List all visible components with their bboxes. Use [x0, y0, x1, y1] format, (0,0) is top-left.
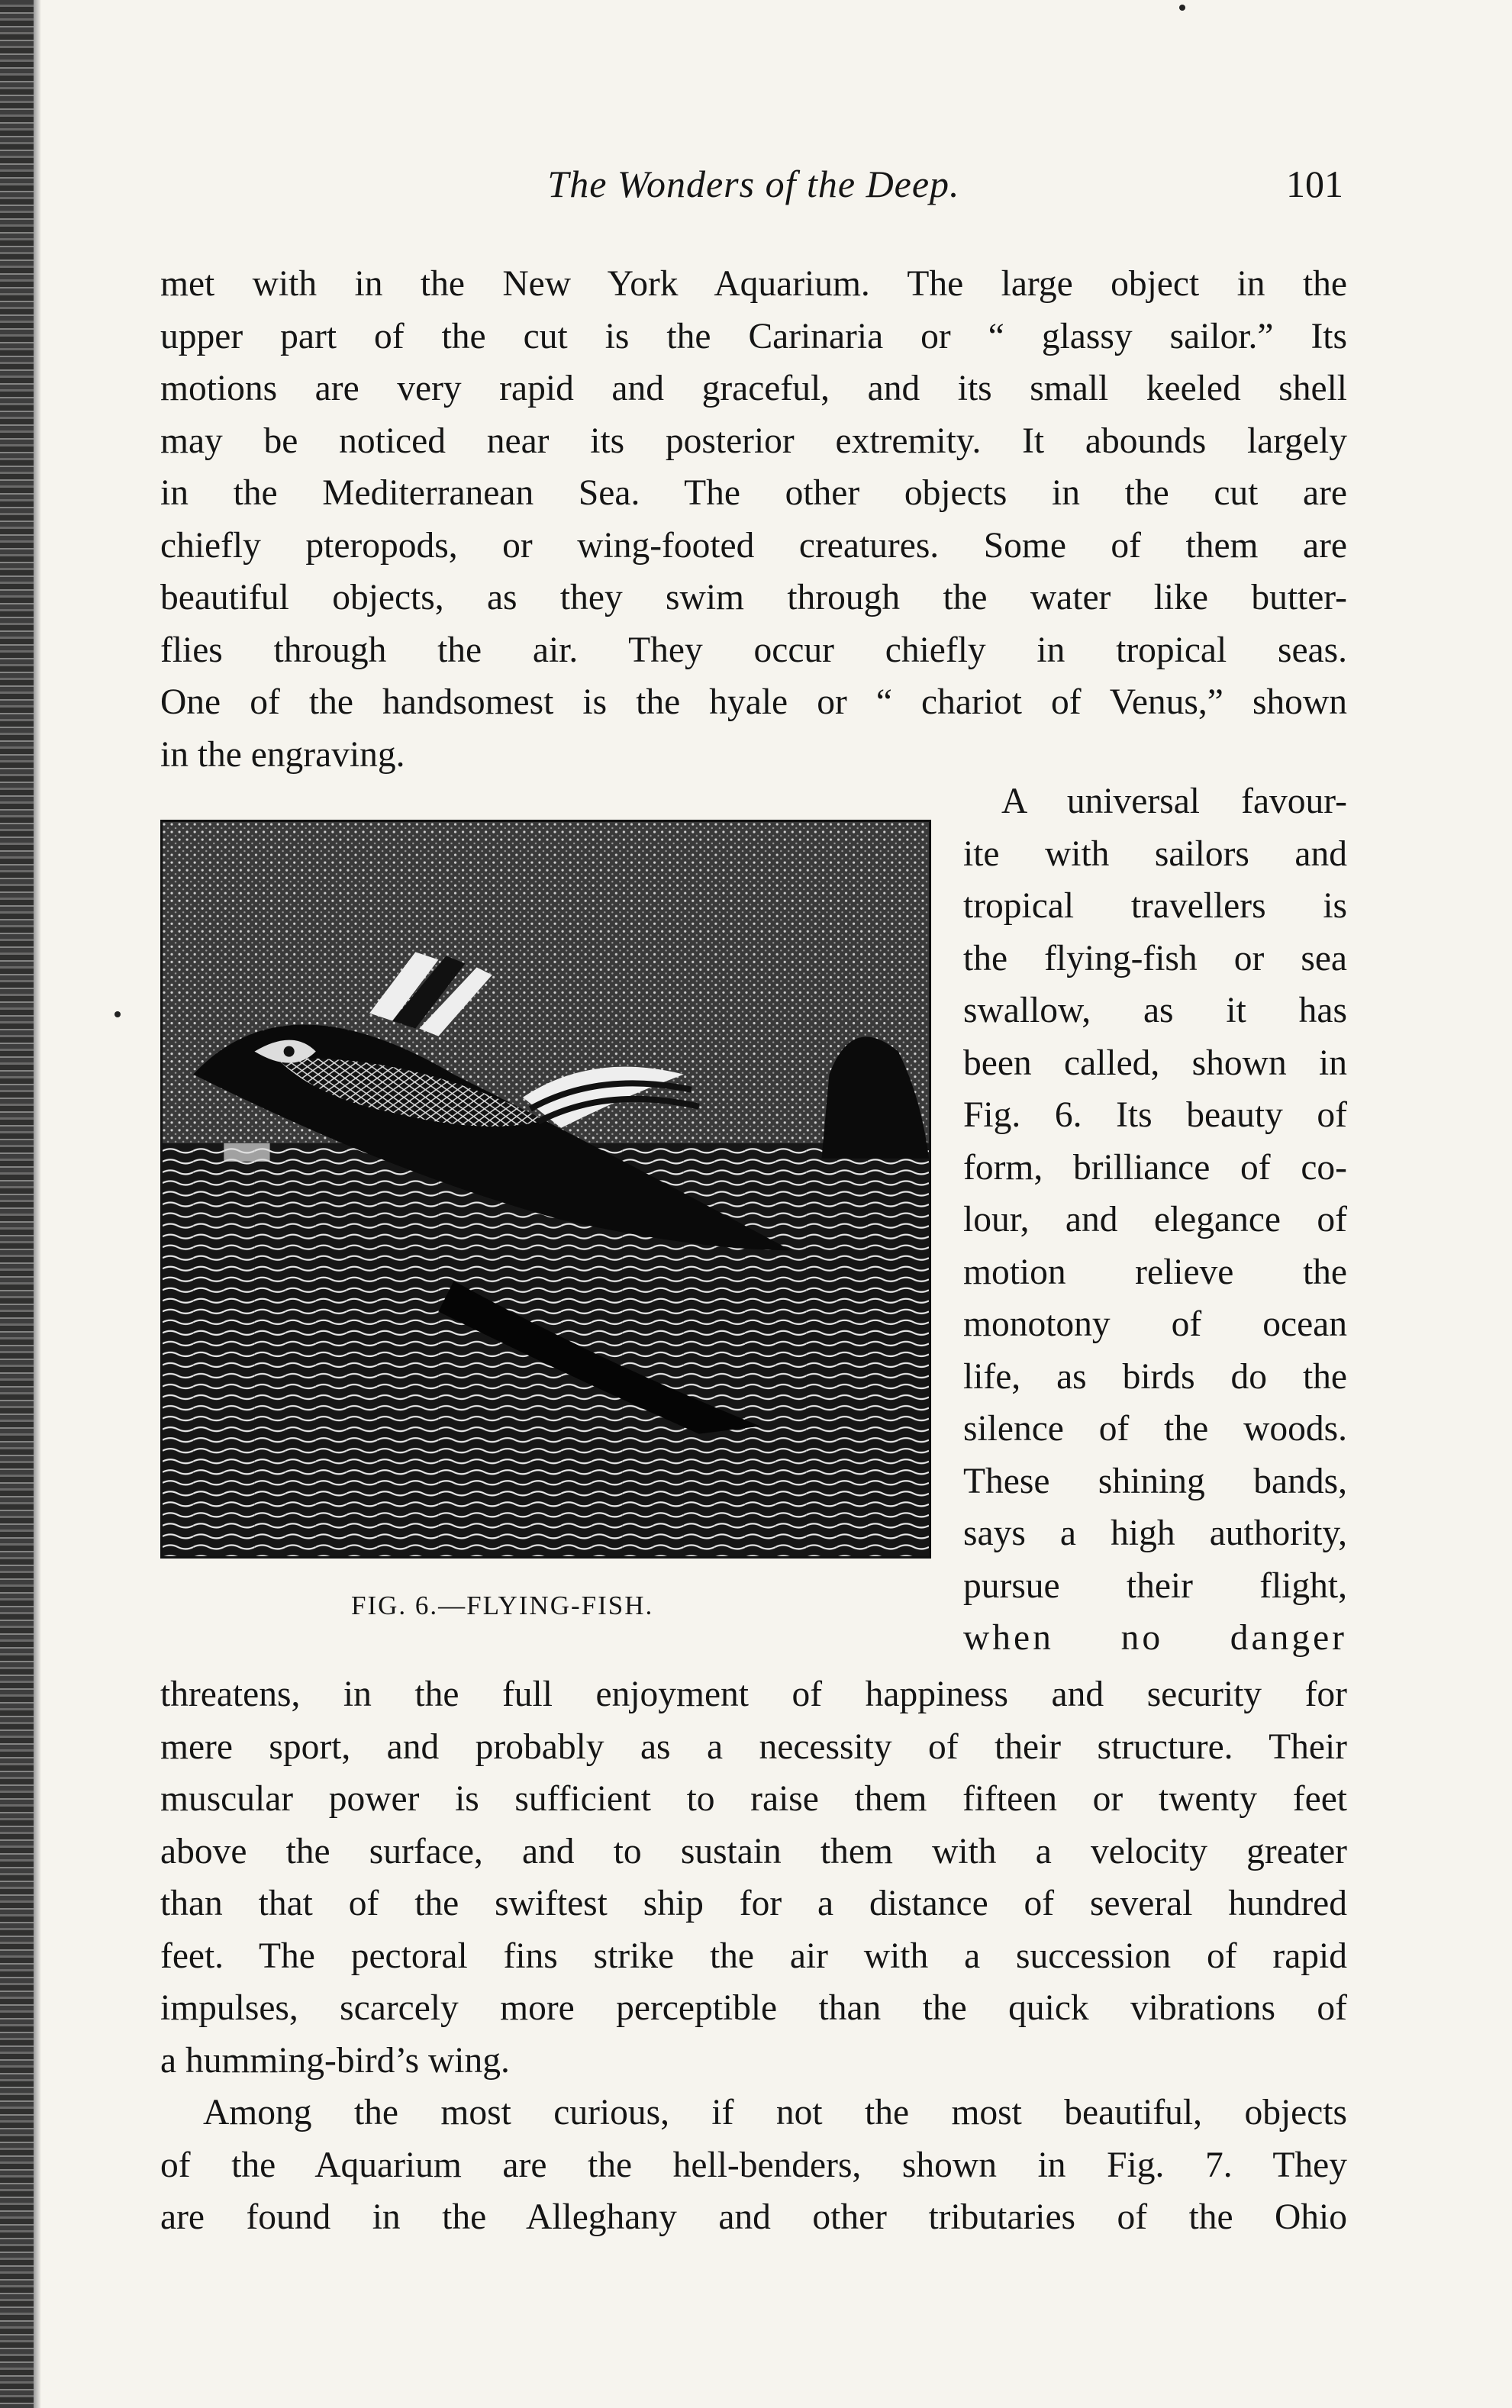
text-line: Fig. 6. Its beauty of	[963, 1095, 1347, 1135]
text-line: flies through the air. They occur chiefly in tropical seas.	[160, 630, 1347, 670]
text-line: monotony of ocean	[963, 1304, 1347, 1344]
text-line: the flying-fish or sea	[963, 938, 1347, 978]
text-line: when no danger	[963, 1618, 1347, 1658]
text-line: form, brilliance of co-	[963, 1147, 1347, 1188]
text-line: motions are very rapid and graceful, and its small keeled shell	[160, 369, 1347, 408]
text-line: upper part of the cut is the Carinaria or “ glassy sailor.” Its	[160, 316, 1347, 356]
text-line: These shining bands,	[963, 1461, 1347, 1501]
text-line: One of the handsomest is the hyale or “ chariot of Venus,” shown	[160, 682, 1347, 722]
text-line: silence of the woods.	[963, 1409, 1347, 1449]
text-line: been called, shown in	[963, 1043, 1347, 1083]
text-line: mere sport, and probably as a necessity of their structure. Their	[160, 1726, 1347, 1767]
text-line: ite with sailors and	[963, 833, 1347, 874]
flying-fish-engraving	[160, 820, 931, 1559]
gutter-shadow	[34, 0, 41, 2408]
running-head	[164, 162, 1343, 223]
text-line: of the Aquarium are the hell-benders, shown in Fig. 7. They	[160, 2145, 1347, 2185]
flying-fish-illustration	[163, 822, 929, 1556]
text-line: are found in the Alleghany and other tributaries of the Ohio	[160, 2197, 1347, 2237]
text-line: may be noticed near its posterior extremity. It abounds largely	[160, 421, 1347, 461]
text-line: A universal favour-	[1001, 782, 1347, 821]
text-line: above the surface, and to sustain them with a velocity greater	[160, 1831, 1347, 1871]
text-line: in the engraving.	[160, 734, 405, 775]
page-number: 101	[1286, 163, 1343, 205]
text-line: in the Mediterranean Sea. The other objects in the cut are	[160, 473, 1347, 513]
ink-speck	[114, 1011, 121, 1017]
text-line: life, as birds do the	[963, 1356, 1347, 1397]
text-line: lour, and elegance of	[963, 1200, 1347, 1239]
text-line: beautiful objects, as they swim through the water like butter-	[160, 578, 1347, 617]
figure-caption: FIG. 6.—FLYING-FISH.	[351, 1591, 654, 1620]
text-line: swallow, as it has	[963, 991, 1347, 1030]
running-title: The Wonders of the Deep.	[547, 163, 960, 205]
text-line: Among the most curious, if not the most beautiful, objects	[203, 2093, 1347, 2132]
text-line: pursue their flight,	[963, 1565, 1347, 1606]
text-line: met with in the New York Aquarium. The large object in the	[160, 264, 1347, 304]
paragraph-1	[160, 258, 1347, 781]
text-line: a humming-bird’s wing.	[160, 2040, 510, 2081]
text-line: feet. The pectoral fins strike the air with a succession of rapid	[160, 1936, 1347, 1976]
text-line: chiefly pteropods, or wing-footed creatures. Some of them are	[160, 525, 1347, 566]
text-line: threatens, in the full enjoyment of happiness and security for	[160, 1675, 1347, 1714]
text-line: motion relieve the	[963, 1252, 1347, 1292]
side-column-text	[963, 775, 1347, 1665]
book-binding-edge	[0, 0, 34, 2408]
text-line: says a high authority,	[963, 1513, 1347, 1553]
text-line: than that of the swiftest ship for a distance of several hundred	[160, 1884, 1347, 1923]
paragraph-3	[160, 2087, 1347, 2244]
text-line: impulses, scarcely more perceptible than the quick vibrations of	[160, 1988, 1347, 2028]
ink-speck	[1179, 5, 1185, 11]
text-line: muscular power is sufficient to raise them fifteen or twenty feet	[160, 1779, 1347, 1819]
text-line: tropical travellers is	[963, 886, 1347, 926]
paragraph-2	[160, 1668, 1347, 2087]
